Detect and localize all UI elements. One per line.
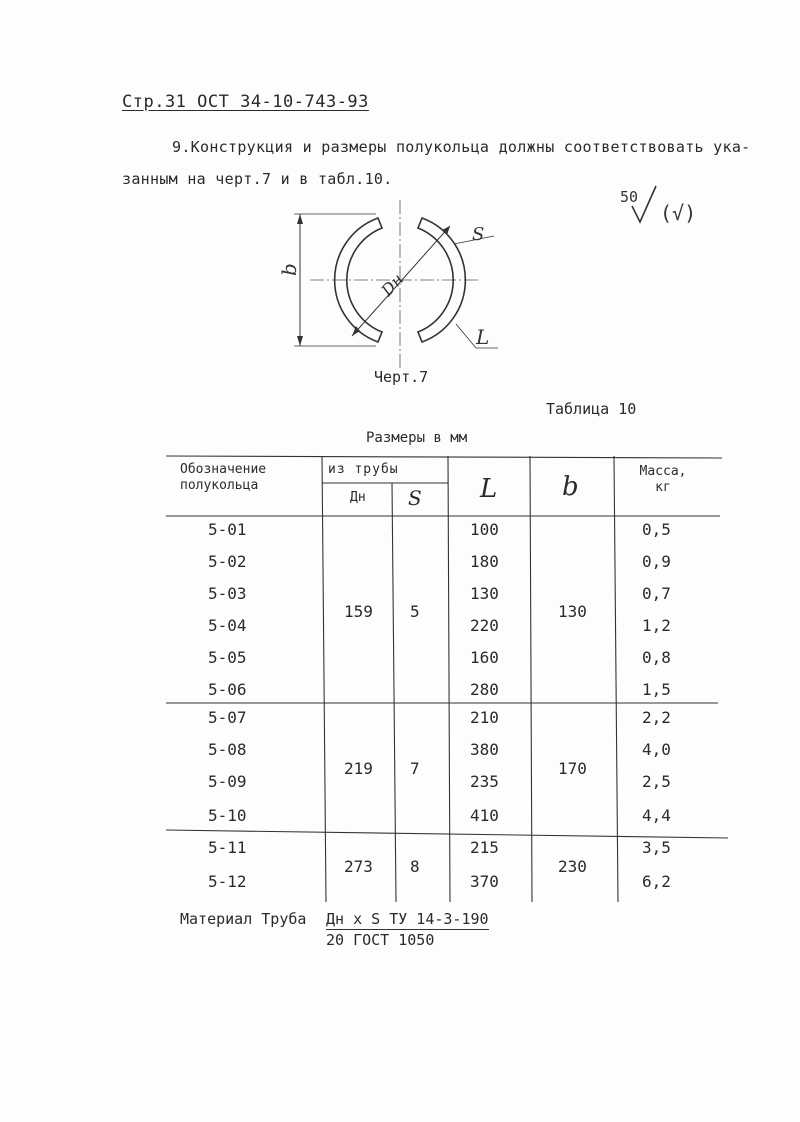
cell-designation: 5-03	[208, 584, 247, 603]
material-fraction	[326, 910, 489, 949]
cell-designation: 5-09	[208, 772, 247, 791]
cell-length: 380	[470, 740, 499, 759]
cell-designation: 5-12	[208, 872, 247, 891]
cell-length: 370	[470, 872, 499, 891]
dim-b-label: b	[277, 263, 301, 276]
header-from-pipe: из трубы	[328, 462, 399, 477]
cell-b: 230	[558, 857, 587, 876]
cell-designation: 5-01	[208, 520, 247, 539]
col-rule-5	[614, 456, 618, 902]
arrow-down-icon	[297, 336, 303, 346]
header-l: L	[480, 474, 498, 504]
cell-s: 5	[410, 602, 420, 621]
cell-length: 100	[470, 520, 499, 539]
cell-s: 7	[410, 759, 420, 778]
header-dn: Дн	[350, 490, 366, 505]
col-rule-2	[392, 483, 396, 902]
material-word: Труба	[261, 910, 307, 928]
cell-dn: 159	[344, 602, 373, 621]
col-rule-4	[530, 456, 532, 902]
cell-mass: 0,9	[642, 552, 671, 571]
cell-designation: 5-06	[208, 680, 247, 699]
header-mass: Масса, кг	[639, 464, 687, 495]
material-note	[180, 910, 489, 949]
header-b: b	[562, 472, 579, 502]
roughness-value: 50	[620, 188, 639, 206]
cell-length: 160	[470, 648, 499, 667]
cell-b: 170	[558, 759, 587, 778]
cell-s: 8	[410, 857, 420, 876]
col-rule-1	[322, 456, 326, 902]
table-units: Размеры в мм	[366, 430, 468, 446]
cell-designation: 5-08	[208, 740, 247, 759]
material-fraction-top: Дн x S ТУ 14-3-190	[326, 910, 489, 928]
cell-mass: 2,2	[642, 708, 671, 727]
roughness-suffix: (√)	[660, 201, 697, 225]
cell-mass: 1,5	[642, 680, 671, 699]
page-header: Стр.31 ОСТ 34-10-743-93	[122, 92, 369, 112]
header-s: S	[408, 486, 422, 510]
cell-dn: 219	[344, 759, 373, 778]
cell-mass: 4,4	[642, 806, 671, 825]
group2-rule	[166, 830, 728, 838]
cell-mass: 0,5	[642, 520, 671, 539]
table-top-rule	[166, 456, 722, 458]
dim-s-label: S	[472, 224, 485, 245]
half-ring-drawing	[277, 200, 510, 375]
cell-mass: 2,5	[642, 772, 671, 791]
cell-mass: 0,7	[642, 584, 671, 603]
cell-mass: 3,5	[642, 838, 671, 857]
dim-dn-label: Dн	[377, 269, 408, 300]
cell-designation: 5-02	[208, 552, 247, 571]
header-designation: Обозначение полукольца	[180, 462, 267, 493]
roughness-symbol	[616, 180, 716, 240]
table-title: Таблица 10	[546, 400, 637, 418]
cell-length: 280	[470, 680, 499, 699]
cell-designation: 5-10	[208, 806, 247, 825]
dim-l-leader	[456, 324, 476, 348]
material-fraction-bottom: 20 ГОСТ 1050	[326, 931, 435, 949]
cell-mass: 4,0	[642, 740, 671, 759]
arrow-dn-start-icon	[352, 326, 360, 336]
dim-l-label: L	[476, 325, 490, 349]
paragraph-line-1: 9.Конструкция и размеры полукольца должны соответствовать ука-	[172, 138, 751, 156]
cell-length: 410	[470, 806, 499, 825]
cell-length: 215	[470, 838, 499, 857]
cell-designation: 5-11	[208, 838, 247, 857]
cell-length: 210	[470, 708, 499, 727]
col-rule-3	[448, 456, 450, 902]
cell-b: 130	[558, 602, 587, 621]
cell-mass: 1,2	[642, 616, 671, 635]
cell-length: 220	[470, 616, 499, 635]
arrow-up-icon	[297, 214, 303, 224]
drawing-caption: Черт.7	[374, 368, 429, 386]
cell-designation: 5-05	[208, 648, 247, 667]
cell-dn: 273	[344, 857, 373, 876]
paragraph-line-2: занным на черт.7 и в табл.10.	[122, 170, 393, 188]
cell-length: 235	[470, 772, 499, 791]
material-label: Материал	[180, 910, 253, 928]
cell-length: 130	[470, 584, 499, 603]
cell-length: 180	[470, 552, 499, 571]
cell-mass: 0,8	[642, 648, 671, 667]
cell-designation: 5-04	[208, 616, 247, 635]
cell-designation: 5-07	[208, 708, 247, 727]
cell-mass: 6,2	[642, 872, 671, 891]
